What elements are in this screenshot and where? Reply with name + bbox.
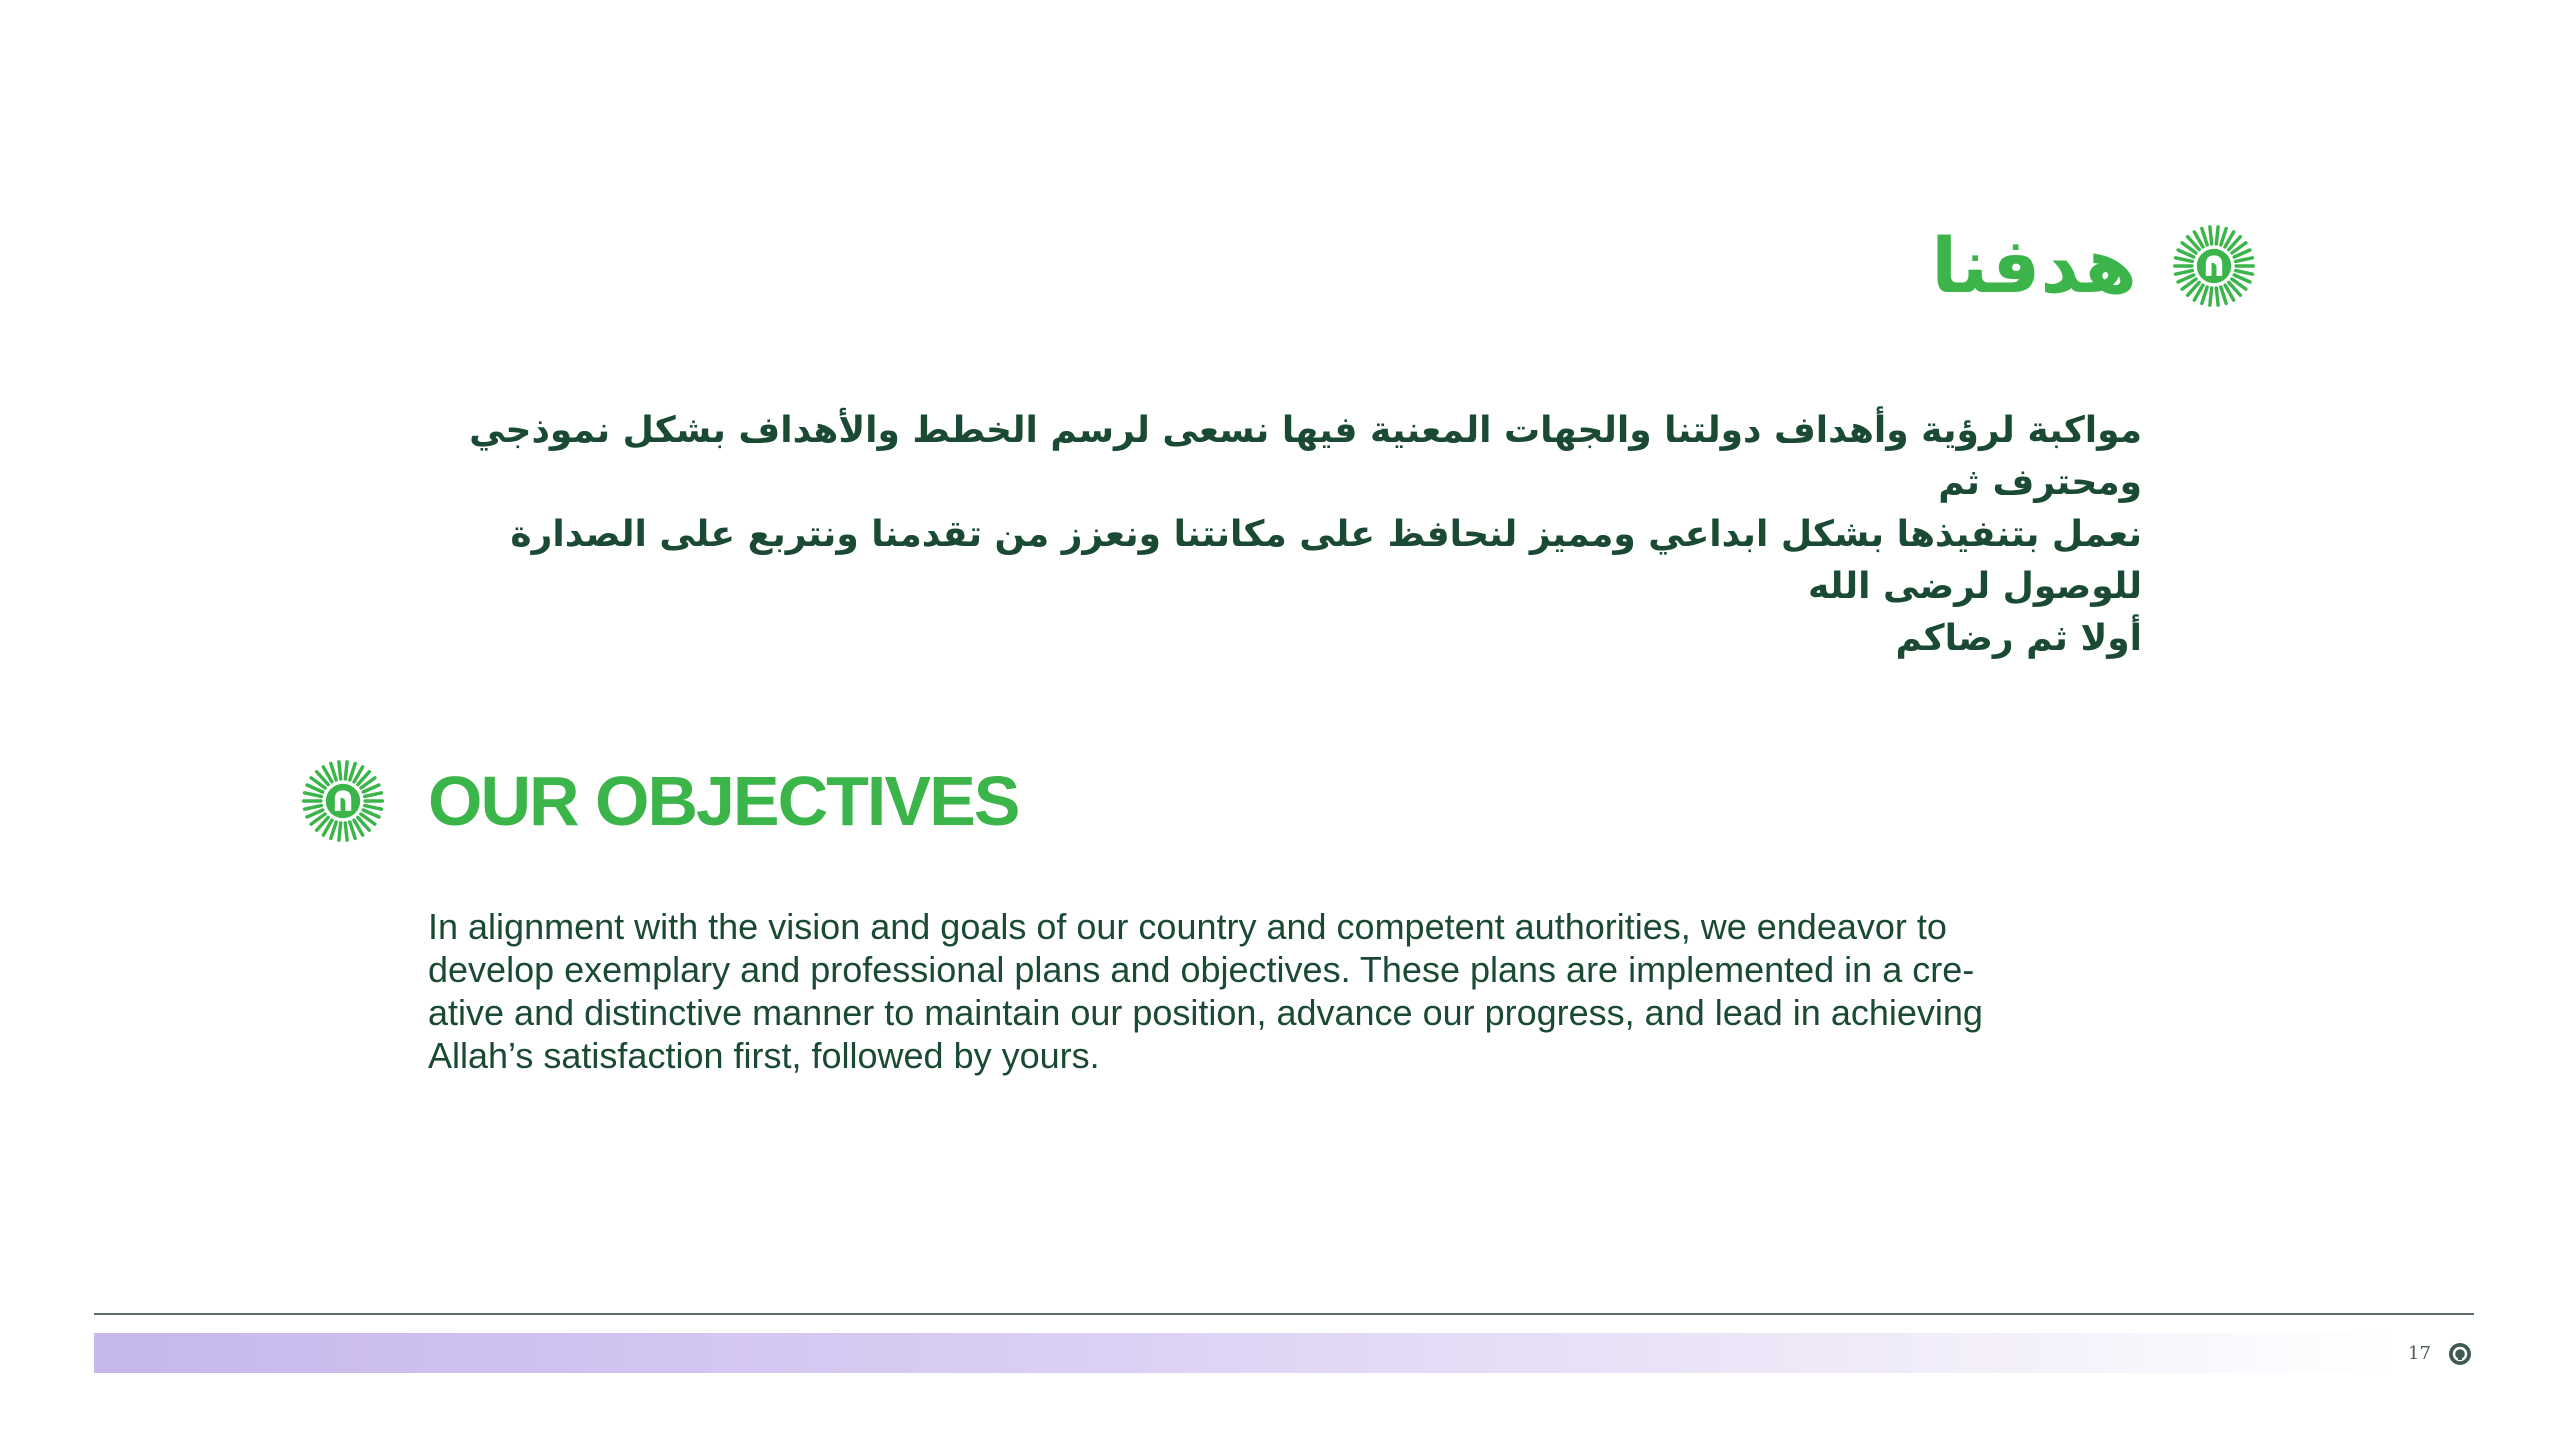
footer-divider [94, 1313, 2474, 1315]
arabic-line: مواكبة لرؤية وأهداف دولتنا والجهات المعنية فيها نسعى لرسم الخطط والأهداف بشكل نموذجي ومحترف ثم [469, 410, 2142, 503]
footer-gradient-band [94, 1333, 2394, 1373]
arabic-paragraph [442, 405, 2142, 665]
sunburst-emblem-icon [302, 760, 384, 842]
sunburst-emblem-icon [2173, 225, 2255, 307]
arabic-line: أولا ثم رضاكم [1895, 618, 2142, 659]
english-header [302, 760, 1018, 842]
arabic-line: نعمل بتنفيذها بشكل ابداعي ومميز لنحافظ على مكانتنا ونعزز من تقدمنا ونتربع على الصدارة للوصول لرضى الله [510, 514, 2142, 607]
english-line: In alignment with the vision and goals of our country and competent authorities, we endeavor to [428, 906, 1947, 947]
english-line: ative and distinctive manner to maintain our position, advance our progress, and lead in achieving [428, 992, 1983, 1033]
english-line: Allah’s satisfaction first, followed by yours. [428, 1035, 1100, 1076]
footer-logo-icon [2448, 1342, 2472, 1366]
english-paragraph [428, 905, 2128, 1077]
arabic-header [1931, 221, 2255, 310]
page-number: 17 [2408, 1343, 2431, 1364]
arabic-title: هدفنا [1931, 221, 2137, 310]
english-title: OUR OBJECTIVES [428, 762, 1019, 840]
english-line: develop exemplary and professional plans and objectives. These plans are implemented in a cre- [428, 949, 1975, 990]
